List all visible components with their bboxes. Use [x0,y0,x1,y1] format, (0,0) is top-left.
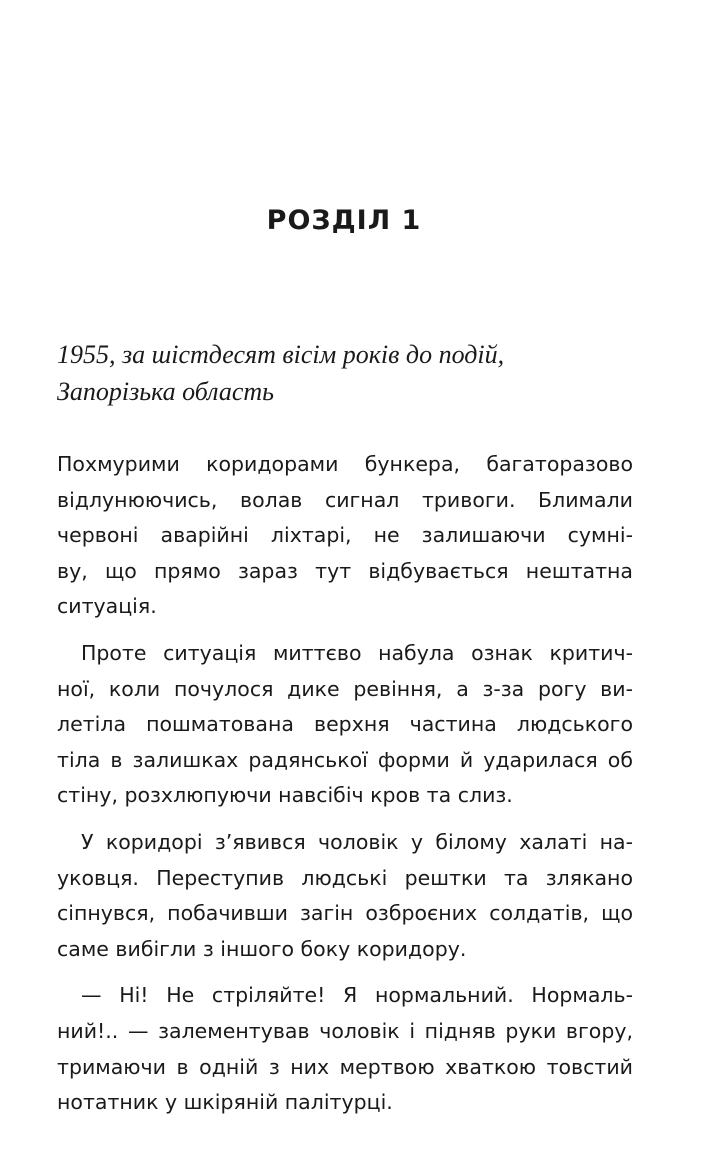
text-line: червоні аварійні ліхтарі, не залишаючи сумні- [57,523,633,548]
epigraph-line-2: Запорізька область [57,377,274,406]
text-line: уковця. Переступив людські рештки та злякано [57,865,633,890]
text-line: тіла в залишках радянської форми й ударилася об [57,747,633,772]
text-line: Проте ситуація миттєво набула ознак критич- [81,640,633,665]
text-line: ситуація. [57,594,157,619]
body-text [57,447,633,1132]
text-line: ву, що прямо зараз тут відбувається нештатна [57,558,633,583]
text-line: нотатник у шкіряній палітурці. [57,1090,393,1115]
epigraph-line-1: 1955, за шістдесят вісім років до подій, [57,340,505,369]
text-line: саме вибігли з іншого боку коридору. [57,936,467,961]
epigraph [57,336,657,410]
text-line: ної, коли почулося дике ревіння, а з-за рогу ви- [57,676,633,701]
paragraph-4 [57,978,633,1120]
chapter-title: РОЗДІЛ 1 [266,205,422,236]
text-line: ний!.. — залементував чоловік і підняв руки вгору, [57,1018,633,1043]
paragraph-2 [57,636,633,814]
text-line: У коридорі з’явився чоловік у білому халаті на- [81,829,633,854]
paragraph-3 [57,825,633,967]
text-line: — Ні! Не стріляйте! Я нормальний. Нормаль- [81,983,633,1008]
paragraph-1 [57,447,633,625]
text-line: тримаючи в одній з них мертвою хваткою товстий [57,1054,633,1079]
text-line: летіла пошматована верхня частина людського [57,712,633,737]
text-line: стіну, розхлюпуючи навсібіч кров та слиз. [57,783,513,808]
text-line: сіпнувся, побачивши загін озброєних солдатів, що [57,901,633,926]
text-line: відлунюючись, волав сигнал тривоги. Блимали [57,487,633,512]
text-line: Похмурими коридорами бункера, багаторазово [57,452,633,476]
